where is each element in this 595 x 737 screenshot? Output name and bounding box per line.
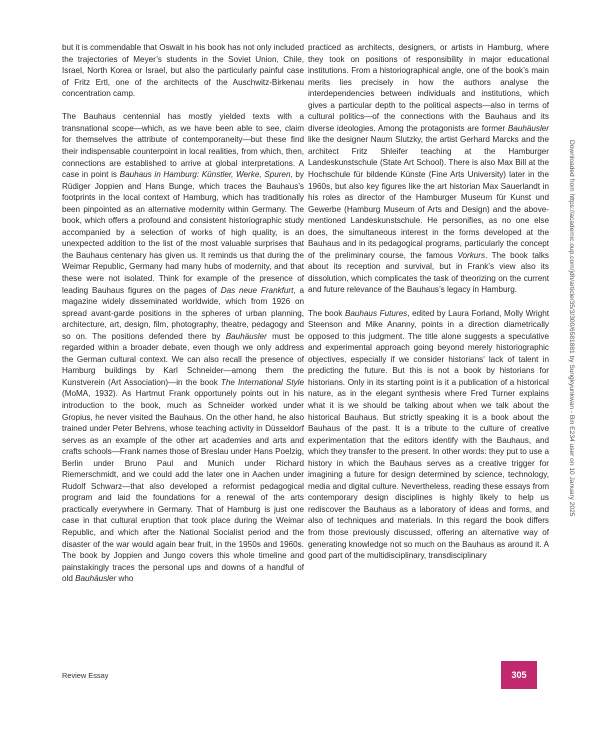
italic-term: Bauhäusler xyxy=(225,331,267,341)
paragraph: practiced as architects, designers, or artists in Hamburg, where they took on positions of responsibility in major educational institutions. From a historiographical angle, one of the book’s main merits lies precisely in how the authors analyse the interdependencies between individuals and institutions, which gives a particular depth to the political aspects—also in terms of cultural politics—of the connections with the Bauhaus and its diverse ideologies. Among the protagonists are former Bauhäusler like the designer Naum Slutzky, the artist Gerhard Marcks and the architect Fritz Shleifer teaching at the Hamburger Landeskunstschule (State Art School). There is also Max Bill at the Hochschule für bildende Künste (Fine Arts University) later in the 1960s, but also key figures like the art historian Max Sauerlandt in his roles as director of the Hamburger Museum für Kunst und Gewerbe (Hamburg Museum of Arts and Design) and the above-mentioned Landeskunstschule. He personifies, as no one else does, the simultaneous interest in the forms developed at the Bauhaus and in its pedagogical programs, particularly the concept of the preliminary course, the famous Vorkurs. The book talks about its reception and survival, but in Frank’s view also its dissolution, which complicates the task of theorizing on the current and future relevance of the Bauhaus’s legacy in Hamburg. xyxy=(308,43,549,295)
book-title: Bauhaus in Hamburg: Künstler, Werke, Spuren xyxy=(119,170,291,180)
download-watermark xyxy=(565,140,575,610)
page-number: 305 xyxy=(501,661,537,689)
book-title: Bauhaus Futures xyxy=(344,308,408,318)
italic-term: Bauhäusler xyxy=(507,123,549,133)
paragraph: The Bauhaus centennial has mostly yielded texts with a transnational scope—which, as we have been able to see, claim for themselves the attribute of contemporaneity—but these find their indispensable counterpoint in local realities, from which, then, connections are established to arrive at global interpretations. A case in point is Bauhaus in Hamburg: Künstler, Werke, Spuren, by Rüdiger Joppien and Hans Bunge, which traces the Bauhaus’s footprints in the local context of Hamburg, which has traditionally been pinpointed as an alternative modernity within Germany. The book, which offers a profound and consistent historiographic study accompanied by a selection of works of high quality, is an unexpected addition to the list of the most valuable surprises that the Bauhaus centenary has given us. It reminds us that during the Weimar Republic, Germany had many hubs of modernity, and that these were not isolated. Think for example of the presence of leading Bauhaus figures on the pages of Das neue Frankfurt, a magazine widely disseminated worldwide, which from 1926 on spread avant-garde positions in the spheres of urban planning, architecture, art, design, film, photography, theatre, pedagogy and so on. The positions defended there by Bauhäusler must be regarded within a broader debate, even though we only address the German cultural context. We can also recall the presence of Hamburg buildings by Karl Schneider—among them the Kunstverein (Art Association)—in the book The International Style (MoMA, 1932). As Hartmut Frank opportunely points out in his introduction to the book, much as Schneider worked under Gropius, he never visited the Bauhaus. On the other hand, he also trained under Peter Behrens, whose teaching activity in Düsseldorf serves as an example of the other art academies and arts and crafts schools—Frank names those of Breslau under Hans Poelzig, Berlin under Bruno Paul and Munich under Richard Riemerschmidt, and we could add the later one in Aachen under Rudolf Schwarz—that also developed a reformist pedagogical program and laid the foundations for a renewal of the arts practically everywhere in Germany. That of Hamburg is just one case in that cultural eruption that took place during the Weimar Republic, and which after the National Socialist period and the disaster of the war would again bear fruit, in the 1950s and 1960s. The book by Joppien and Jungo covers this whole timeline and painstakingly traces the personal ups and downs of a handful of old Bauhäusler who xyxy=(62,112,304,584)
section-label: Review Essay xyxy=(62,671,109,680)
paragraph: but it is commendable that Oswalt in his book has not only included the trajectories of Meyer’s students in the Soviet Union, Chile, Israel, North Korea or Israel, but also the particularly painful case of Fritz Ertl, one of the architects of the Auschwitz-Birkenau concentration camp. xyxy=(62,43,304,99)
right-column xyxy=(308,42,549,562)
book-title: The International Style xyxy=(220,377,304,387)
italic-term: Vorkurs xyxy=(457,250,486,260)
download-watermark-text: Downloaded from https://academic.oup.com/jdh/article/35/3/300/6581881 by Sungkyunkwan - Bin E234 user on 10 January 2025 xyxy=(568,140,575,517)
magazine-title: Das neue Frankfurt xyxy=(220,285,294,295)
paragraph: The book Bauhaus Futures, edited by Laura Forland, Molly Wright Steenson and Mike Ananny, points in a direction diametrically opposed to this judgment. The title alone suggests a speculative and experimental approach going beyond merely historiographic objectives, especially if we consider historians’ lack of talent in predicting the future. But this is not a book by historians for historians. Only in its starting point is it a publication of a historical nature, as in the elegant synthesis where Fred Turner explains what it is we should be talking about when we talk about the historical Bauhaus. But strictly speaking it is a book about the Bauhaus of the past. It is a tribute to the culture of creative experimentation that the editors identify with the Bauhaus, and which they transfer to the present. In other words: they put to use a history in which the Bauhaus serves as a creative trigger for imagining a future for design determined by science, technology, media and digital culture. Nevertheless, reading these essays from contemporary design disciplines is highly likely to help us rediscover the Bauhaus as a laboratory of ideas and forms, and also of techniques and materials. In this regard the book differs from those previously discussed, offering an alternative way of generating knowledge not so much on the Bauhaus as around it. A good part of the multidisciplinary, transdisciplinary xyxy=(308,308,549,561)
left-column xyxy=(62,42,304,585)
italic-term: Bauhäusler xyxy=(75,574,117,584)
